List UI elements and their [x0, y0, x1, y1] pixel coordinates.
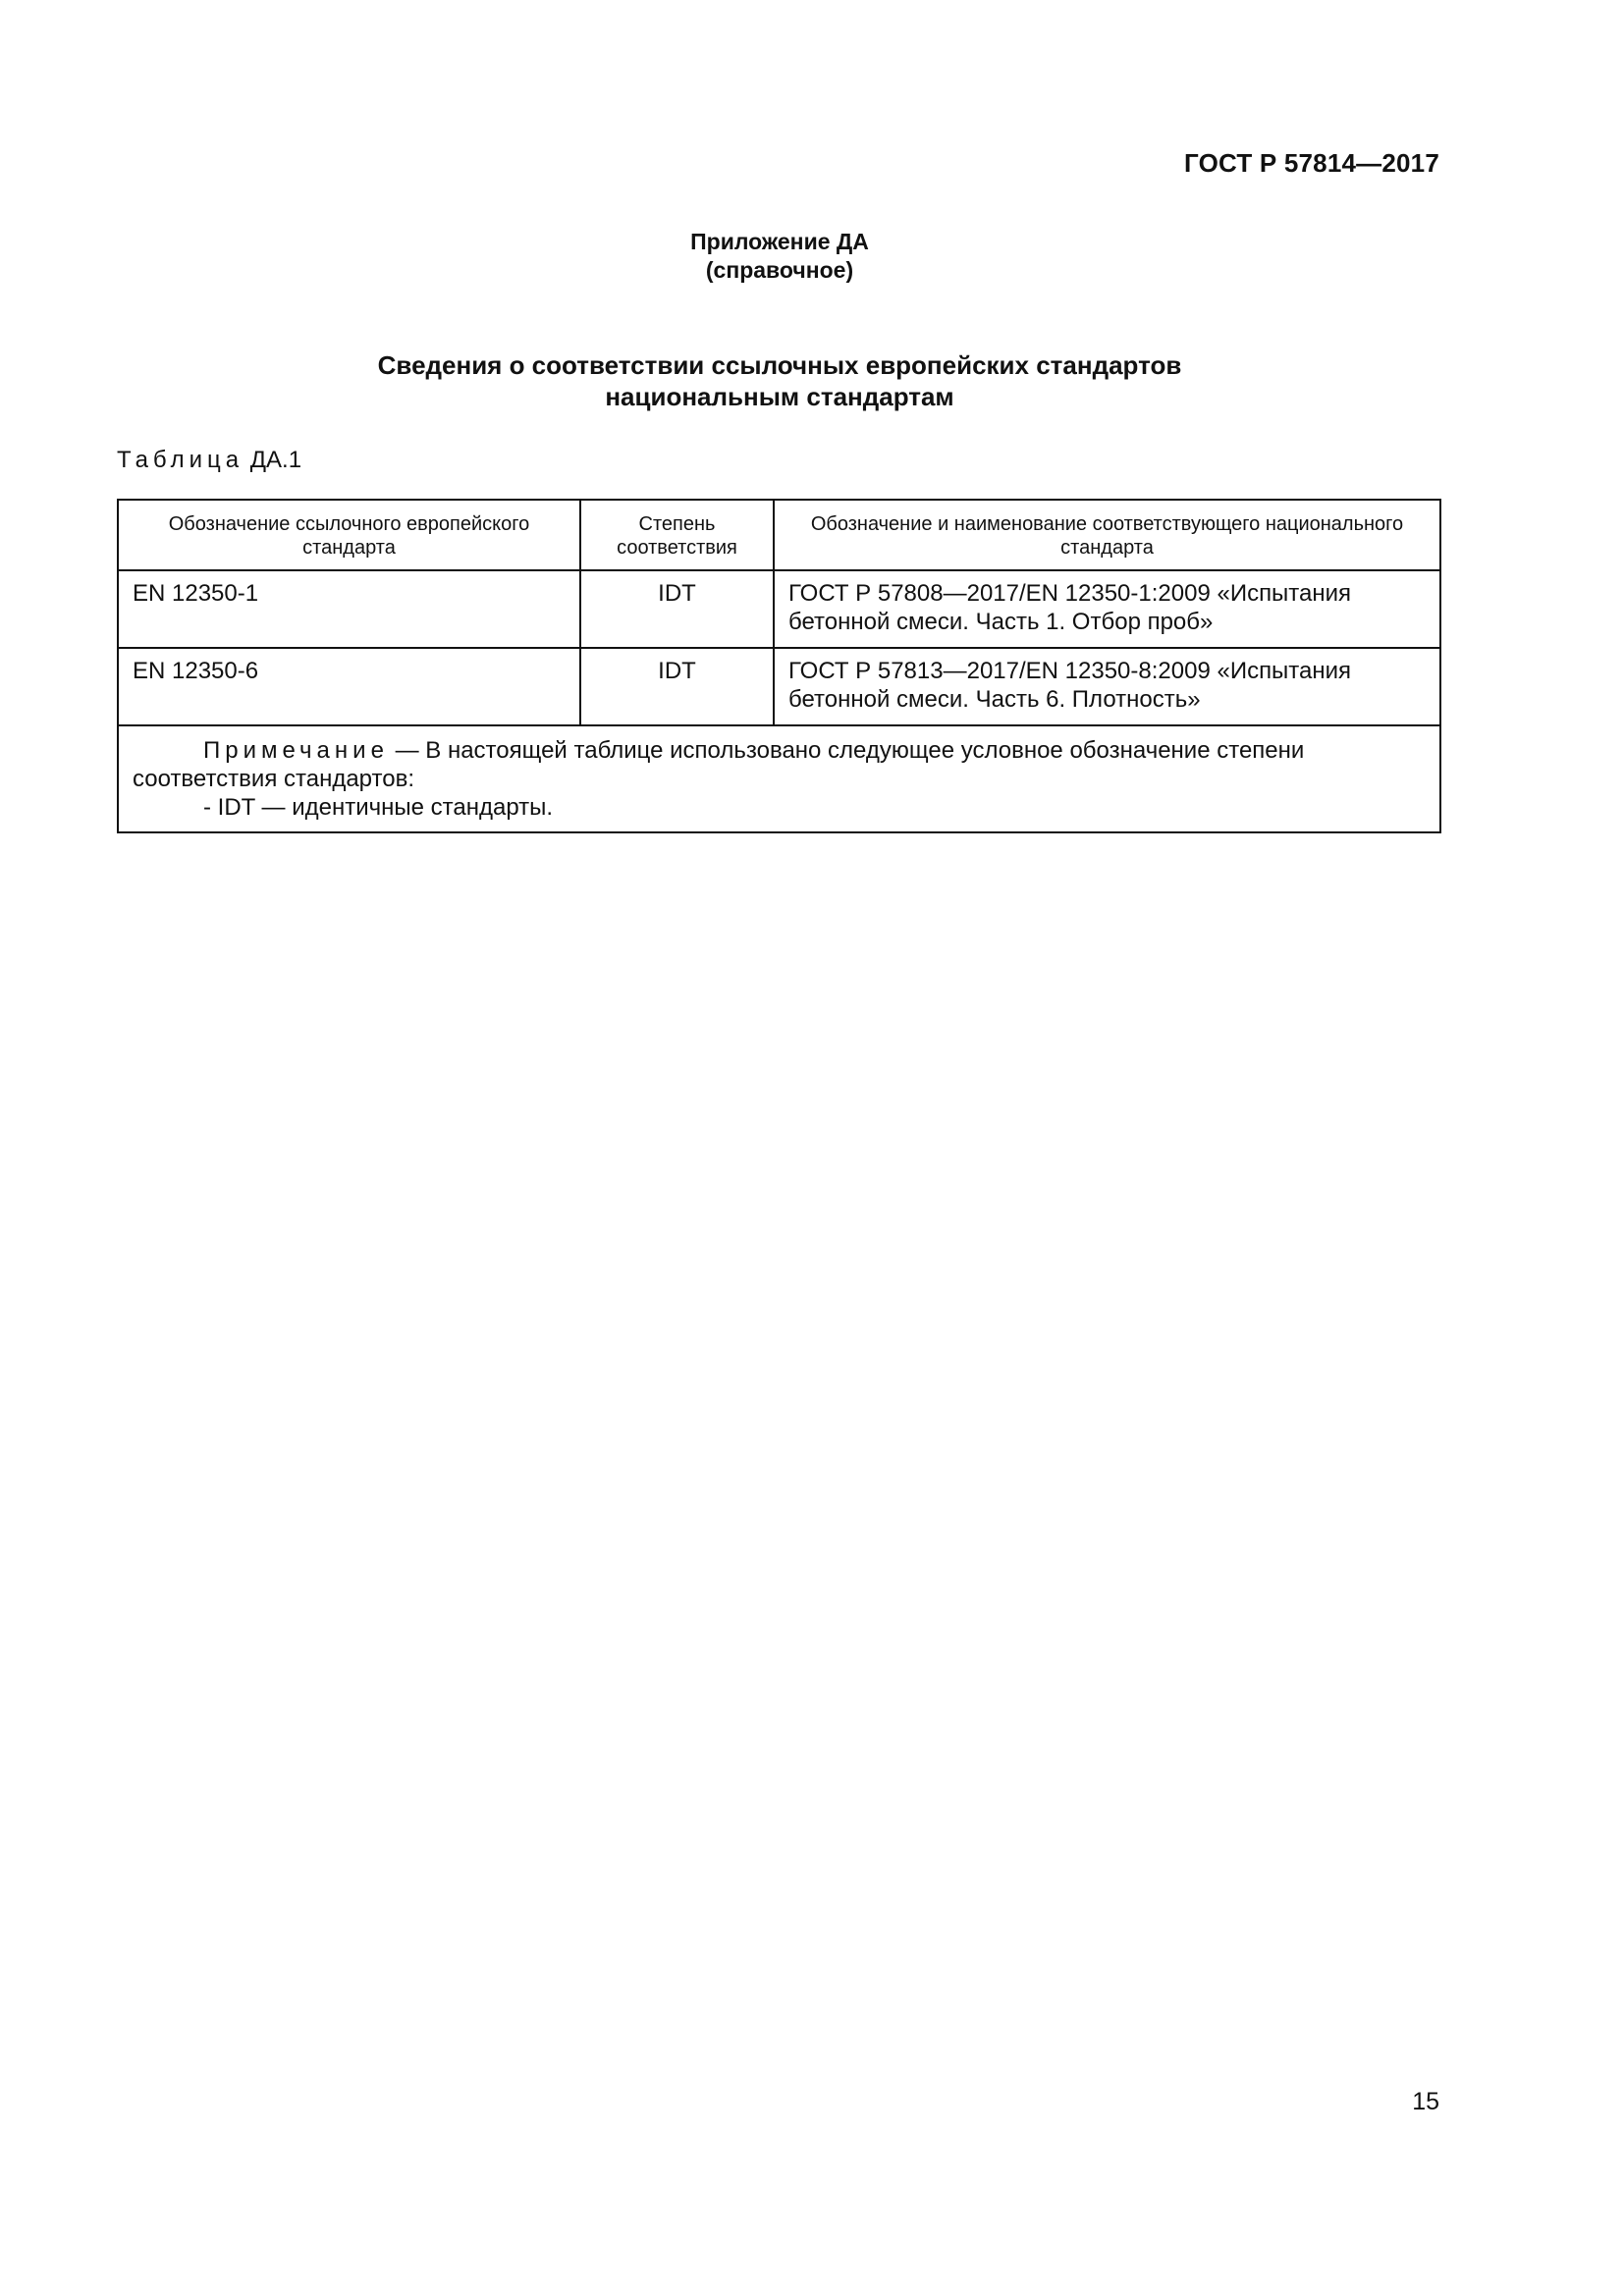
table-row — [118, 570, 1440, 648]
cell-degree: IDT — [580, 570, 774, 648]
cell-national-standard: ГОСТ Р 57813—2017/EN 12350-8:2009 «Испытания бетонной смеси. Часть 6. Плотность» — [774, 648, 1440, 725]
note-label: Примечание — [203, 737, 389, 764]
appendix-heading — [0, 228, 1559, 285]
appendix-subtitle: (справочное) — [705, 257, 854, 283]
standards-correspondence-table — [117, 499, 1441, 833]
page-number: 15 — [1412, 2088, 1439, 2115]
document-code: ГОСТ Р 57814—2017 — [1184, 148, 1439, 178]
table-header-row — [118, 500, 1440, 570]
table-note-row — [118, 725, 1440, 832]
table-caption — [117, 447, 301, 474]
section-title-line-2: национальным стандартам — [605, 382, 954, 411]
cell-ref-standard: EN 12350-1 — [118, 570, 580, 648]
appendix-title: Приложение ДА — [690, 229, 869, 254]
cell-ref-standard: EN 12350-6 — [118, 648, 580, 725]
note-body: — В настоящей таблице использовано следующее условное обозначение степени соответствия стандартов: — [133, 737, 1305, 792]
note-list-item: - IDT — идентичные стандарты. — [203, 794, 554, 821]
cell-degree: IDT — [580, 648, 774, 725]
table-note — [118, 725, 1440, 832]
table-caption-number: ДА.1 — [249, 447, 302, 473]
section-title — [0, 349, 1559, 412]
section-title-line-1: Сведения о соответствии ссылочных европейских стандартов — [377, 350, 1182, 380]
table-row — [118, 648, 1440, 725]
header-national-standard: Обозначение и наименование соответствующего национального стандарта — [774, 500, 1440, 570]
header-ref-standard: Обозначение ссылочного европейского стандарта — [118, 500, 580, 570]
table-caption-label: Таблица — [117, 447, 244, 473]
note-text — [133, 736, 1426, 793]
header-degree: Степень соответствия — [580, 500, 774, 570]
cell-national-standard: ГОСТ Р 57808—2017/EN 12350-1:2009 «Испытания бетонной смеси. Часть 1. Отбор проб» — [774, 570, 1440, 648]
